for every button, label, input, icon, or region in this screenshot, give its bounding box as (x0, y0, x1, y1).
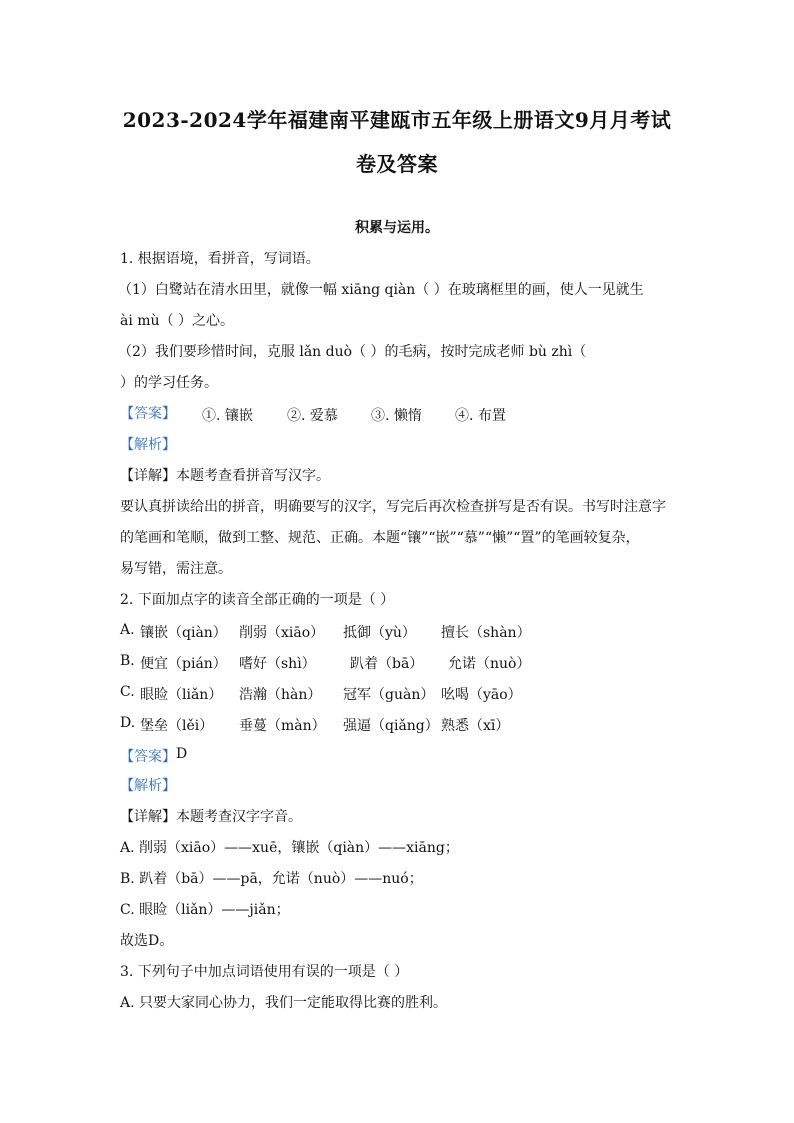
section-heading: 积累与运用。 (355, 220, 439, 236)
q2-row-d-item-1: 堡垒（lěi） (140, 718, 214, 734)
q2-row-c-item-2: 浩瀚（hàn） (239, 687, 322, 703)
q3-option-a: A. 只要大家同心协力，我们一定能取得比赛的胜利。 (120, 995, 448, 1011)
q1-detail: 【详解】本题考查看拼音写汉字。 (120, 468, 330, 484)
q2-row-b-label: B. (120, 653, 135, 669)
q1-sentence-2a: （2）我们要珍惜时间，克服 lǎn duò（ ）的毛病，按时完成老师 bù zhì（ (118, 344, 587, 360)
q1-answer-1: ①. 镶嵌 (202, 408, 253, 424)
q2-row-a-label: A. (120, 622, 135, 638)
q2-row-a-item-4: 擅长（shàn） (441, 625, 531, 641)
q2-row-a-item-2: 削弱（xiāo） (239, 625, 325, 641)
q2-fix-b: B. 趴着（bā）——pā，允诺（nuò）——nuó； (120, 871, 423, 887)
q2-row-a-item-3: 抵御（yù） (343, 625, 416, 641)
q2-row-d-label: D. (120, 715, 136, 731)
q2-row-c-item-3: 冠军（guàn） (343, 687, 435, 703)
q2-row-b-item-1: 便宜（pián） (140, 656, 227, 672)
q2-row-a-item-1: 镶嵌（qiàn） (140, 625, 227, 641)
q2-row-b-item-3: 趴着（bā） (350, 656, 424, 672)
q1-sentence-1a: （1）白鹭站在清水田里，就像一幅 xiāng qiàn（ ）在玻璃框里的画，使人一见就生 (118, 282, 644, 298)
q1-explain-2: 的笔画和笔顺，做到工整、规范、正确。本题“镶”“嵌”“慕”“懒”“置”的笔画较复杂， (120, 530, 640, 546)
q2-row-d-item-3: 强逼（qiǎng） (343, 718, 439, 734)
q2-answer-value: D (176, 746, 188, 762)
q1-answer-tag: 【答案】 (120, 406, 176, 422)
q2-row-d-item-2: 垂蔓（màn） (239, 718, 326, 734)
q3-stem: 3. 下列句子中加点词语使用有误的一项是（ ） (120, 964, 409, 980)
q2-analysis-tag: 【解析】 (120, 778, 176, 794)
q2-stem: 2. 下面加点字的读音全部正确的一项是（ ） (120, 592, 395, 608)
q2-row-c-item-4: 吆喝（yāo） (441, 687, 522, 703)
q1-analysis-tag: 【解析】 (120, 437, 176, 453)
q2-conclusion: 故选D。 (120, 933, 174, 949)
q2-row-c-label: C. (120, 684, 135, 700)
doc-title-line-2: 卷及答案 (356, 152, 438, 176)
q1-sentence-1b: ài mù（ ）之心。 (120, 313, 235, 329)
q1-explain-3: 易写错，需注意。 (120, 561, 232, 577)
q2-answer-tag: 【答案】 (120, 749, 176, 765)
q1-stem: 1. 根据语境，看拼音，写词语。 (120, 251, 320, 267)
q1-answer-4: ④. 布置 (455, 408, 506, 424)
q2-row-b-item-4: 允诺（nuò） (448, 656, 531, 672)
q1-explain-1: 要认真拼读给出的拼音，明确要写的汉字，写完后再次检查拼写是否有误。书写时注意字 (120, 499, 666, 515)
q1-sentence-2b: ）的学习任务。 (120, 375, 218, 391)
q2-fix-a: A. 削弱（xiāo）——xuē，镶嵌（qiàn）——xiāng； (120, 840, 459, 856)
q2-row-c-item-1: 眼睑（liǎn） (140, 687, 223, 703)
q2-row-b-item-2: 嗜好（shì） (239, 656, 316, 672)
q2-detail: 【详解】本题考查汉字字音。 (120, 809, 302, 825)
q2-fix-c: C. 眼睑（liǎn）——jiǎn； (120, 902, 290, 918)
q1-answer-2: ②. 爱慕 (287, 408, 338, 424)
q2-row-d-item-4: 熟悉（xī） (441, 718, 510, 734)
q1-answer-3: ③. 懒惰 (371, 408, 422, 424)
doc-title-line-1: 2023-2024学年福建南平建瓯市五年级上册语文9月月考试 (122, 108, 672, 132)
